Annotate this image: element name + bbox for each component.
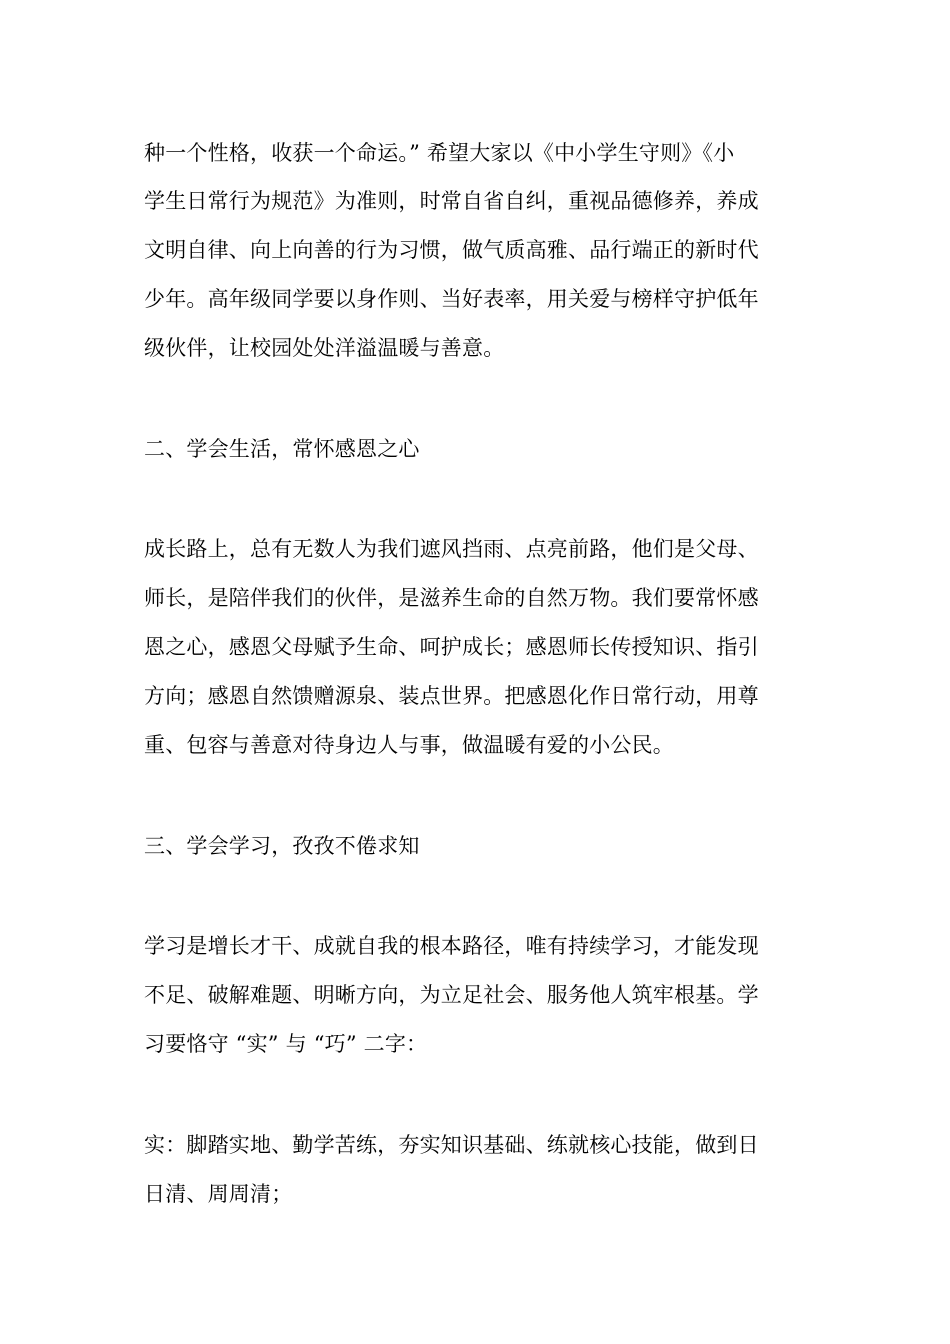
paragraph-2-line-3: 恩之心，感恩父母赋予生命、呵护成长；感恩师长传授知识、指引 bbox=[144, 635, 759, 659]
paragraph-1-line-4: 少年。高年级同学要以身作则、当好表率，用关爱与榜样守护低年 bbox=[144, 287, 759, 311]
section-heading-2: 二、学会生活，常怀感恩之心 bbox=[144, 437, 420, 461]
paragraph-3-line-3: 习要恪守 “实” 与 “巧” 二字： bbox=[144, 1032, 428, 1056]
paragraph-2-line-1: 成长路上，总有无数人为我们遮风挡雨、点亮前路，他们是父母、 bbox=[144, 537, 759, 561]
paragraph-1-line-2: 学生日常行为规范》为准则，时常自省自纠，重视品德修养，养成 bbox=[144, 189, 759, 213]
paragraph-1-line-5: 级伙伴，让校园处处洋溢温暖与善意。 bbox=[144, 336, 505, 360]
paragraph-4-line-2: 日清、周周清； bbox=[144, 1182, 293, 1206]
paragraph-3-line-2: 不足、破解难题、明晰方向，为立足社会、服务他人筑牢根基。学 bbox=[144, 983, 759, 1007]
paragraph-2-line-5: 重、包容与善意对待身边人与事，做温暖有爱的小公民。 bbox=[144, 733, 674, 757]
paragraph-2-line-4: 方向；感恩自然馈赠源泉、装点世界。把感恩化作日常行动，用尊 bbox=[144, 684, 759, 708]
paragraph-2-line-2: 师长，是陪伴我们的伙伴，是滋养生命的自然万物。我们要常怀感 bbox=[144, 586, 759, 610]
paragraph-3-line-1: 学习是增长才干、成就自我的根本路径，唯有持续学习，才能发现 bbox=[144, 934, 759, 958]
section-heading-3: 三、学会学习，孜孜不倦求知 bbox=[144, 834, 420, 858]
paragraph-4-line-1: 实：脚踏实地、勤学苦练，夯实知识基础、练就核心技能，做到日 bbox=[144, 1133, 759, 1157]
paragraph-1-line-1: 种一个性格，收获一个命运。” 希望大家以《中小学生守则》《小 bbox=[144, 141, 735, 165]
paragraph-1-line-3: 文明自律、向上向善的行为习惯，做气质高雅、品行端正的新时代 bbox=[144, 238, 759, 262]
